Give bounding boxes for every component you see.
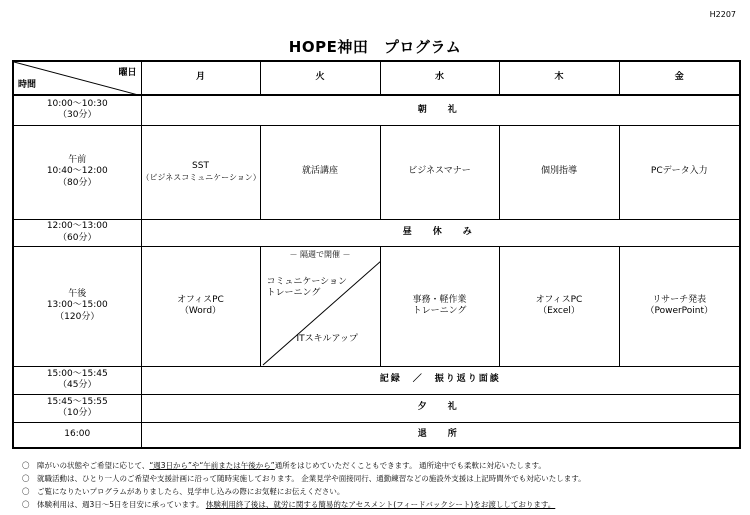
note-text: 〇 体験利用は、週3日～5日を目安に承っています。 xyxy=(22,500,206,509)
note-item xyxy=(22,459,742,472)
pm-monday xyxy=(141,246,260,366)
time-range: 15:45～15:55 xyxy=(46,396,108,407)
page-title: HOPE神田 プログラム xyxy=(288,38,462,56)
band-morning-assembly: 朝 礼 xyxy=(141,95,740,125)
corner-day-label: 曜日 xyxy=(118,68,137,78)
day-monday: 月 xyxy=(141,61,260,95)
program-line: トレーニング xyxy=(412,306,467,316)
duration: （120分） xyxy=(55,311,100,322)
note-item xyxy=(22,498,742,511)
row-review xyxy=(13,366,740,394)
program-it-skill: ITスキルアップ xyxy=(296,334,358,345)
band-lunch-break: 昼 休 み xyxy=(141,219,740,246)
note-text: 〇 ご覧になりたいプログラムがありましたら、見学申し込みの際にお気軽にお伝えください。 xyxy=(22,487,345,496)
note-item xyxy=(22,485,742,498)
time-range: 16:00 xyxy=(64,429,91,440)
split-diagonal xyxy=(261,247,381,367)
program-sub: （Word） xyxy=(179,306,222,316)
time-range: 10:00～10:30 xyxy=(46,99,108,109)
time-cell xyxy=(13,219,141,246)
band-leave: 退 所 xyxy=(141,422,740,448)
duration: （30分） xyxy=(58,110,97,121)
time-range: 10:40～12:00 xyxy=(46,166,108,177)
band-evening-assembly: 夕 礼 xyxy=(141,394,740,422)
period-label: 午後 xyxy=(68,289,87,300)
time-range: 12:00～13:00 xyxy=(46,221,108,232)
program-line: 事務・軽作業 xyxy=(412,294,467,305)
alternate-week-note: － 隔週で開催 － xyxy=(289,249,351,259)
time-cell xyxy=(13,422,141,448)
duration: （60分） xyxy=(58,232,97,243)
duration: （80分） xyxy=(58,177,97,188)
am-monday xyxy=(141,125,260,219)
document-code: H2207 xyxy=(709,10,736,19)
pm-thursday xyxy=(499,246,619,366)
duration: （45分） xyxy=(58,380,97,390)
note-emphasis: “週3日から”や“午前または午後から” xyxy=(149,461,275,470)
day-wednesday: 水 xyxy=(380,61,499,95)
time-cell xyxy=(13,95,141,125)
row-morning xyxy=(13,95,740,125)
note-text: 〇 就職活動は、ひとり一人のご希望や支援計画に沿って随時実施しております。 企業見学や面接同行、通勤練習などの施設外支援は上記時間外でも対応いたします。 xyxy=(22,474,586,483)
period-label: 午前 xyxy=(68,155,87,166)
corner-time-label: 時間 xyxy=(18,79,37,90)
time-cell xyxy=(13,246,141,366)
note-emphasis: 体験利用終了後は、就労に関する簡易的なアセスメント(フィードバックシート)をお渡ししております。 xyxy=(205,500,556,509)
schedule-table xyxy=(12,60,741,449)
pm-friday xyxy=(619,246,740,366)
program-communication xyxy=(267,277,347,300)
day-friday: 金 xyxy=(619,61,740,95)
pm-wednesday xyxy=(380,246,499,366)
band-record-review: 記録 ／ 振り返り面談 xyxy=(141,366,740,394)
note-text: 〇 障がいの状態やご希望に応じて、 xyxy=(22,461,150,470)
time-range: 13:00～15:00 xyxy=(46,300,108,311)
day-thursday: 木 xyxy=(499,61,619,95)
program-name: オフィスPC xyxy=(177,294,224,305)
note-text: 通所をはじめていただくこともできます。 通所途中でも柔軟に対応いたします。 xyxy=(274,461,546,470)
am-tuesday: 就活講座 xyxy=(260,125,380,219)
duration: （10分） xyxy=(58,408,97,418)
note-item xyxy=(22,472,742,485)
row-am xyxy=(13,125,740,219)
program-line: トレーニング xyxy=(266,288,321,299)
row-lunch xyxy=(13,219,740,246)
header-row xyxy=(13,61,740,95)
program-name: SST xyxy=(192,161,209,172)
program-name: オフィスPC xyxy=(535,294,583,305)
corner-cell xyxy=(13,61,141,95)
am-friday: PCデータ入力 xyxy=(619,125,740,219)
time-cell xyxy=(13,366,141,394)
time-range: 15:00～15:45 xyxy=(46,368,108,379)
program-name: リサーチ発表 xyxy=(652,294,707,305)
am-thursday: 個別指導 xyxy=(499,125,619,219)
program-line: コミュニケーション xyxy=(266,276,347,287)
row-pm xyxy=(13,246,740,366)
time-cell xyxy=(13,394,141,422)
pm-tuesday xyxy=(260,246,380,366)
am-wednesday: ビジネスマナー xyxy=(380,125,499,219)
notes-list xyxy=(22,459,742,511)
program-sub: （Excel） xyxy=(538,306,580,316)
row-leave xyxy=(13,422,740,448)
program-sub: （ビジネスコミュニケーション） xyxy=(141,172,261,182)
day-tuesday: 火 xyxy=(260,61,380,95)
time-cell xyxy=(13,125,141,219)
row-evening xyxy=(13,394,740,422)
program-sub: （PowerPoint） xyxy=(645,306,714,316)
